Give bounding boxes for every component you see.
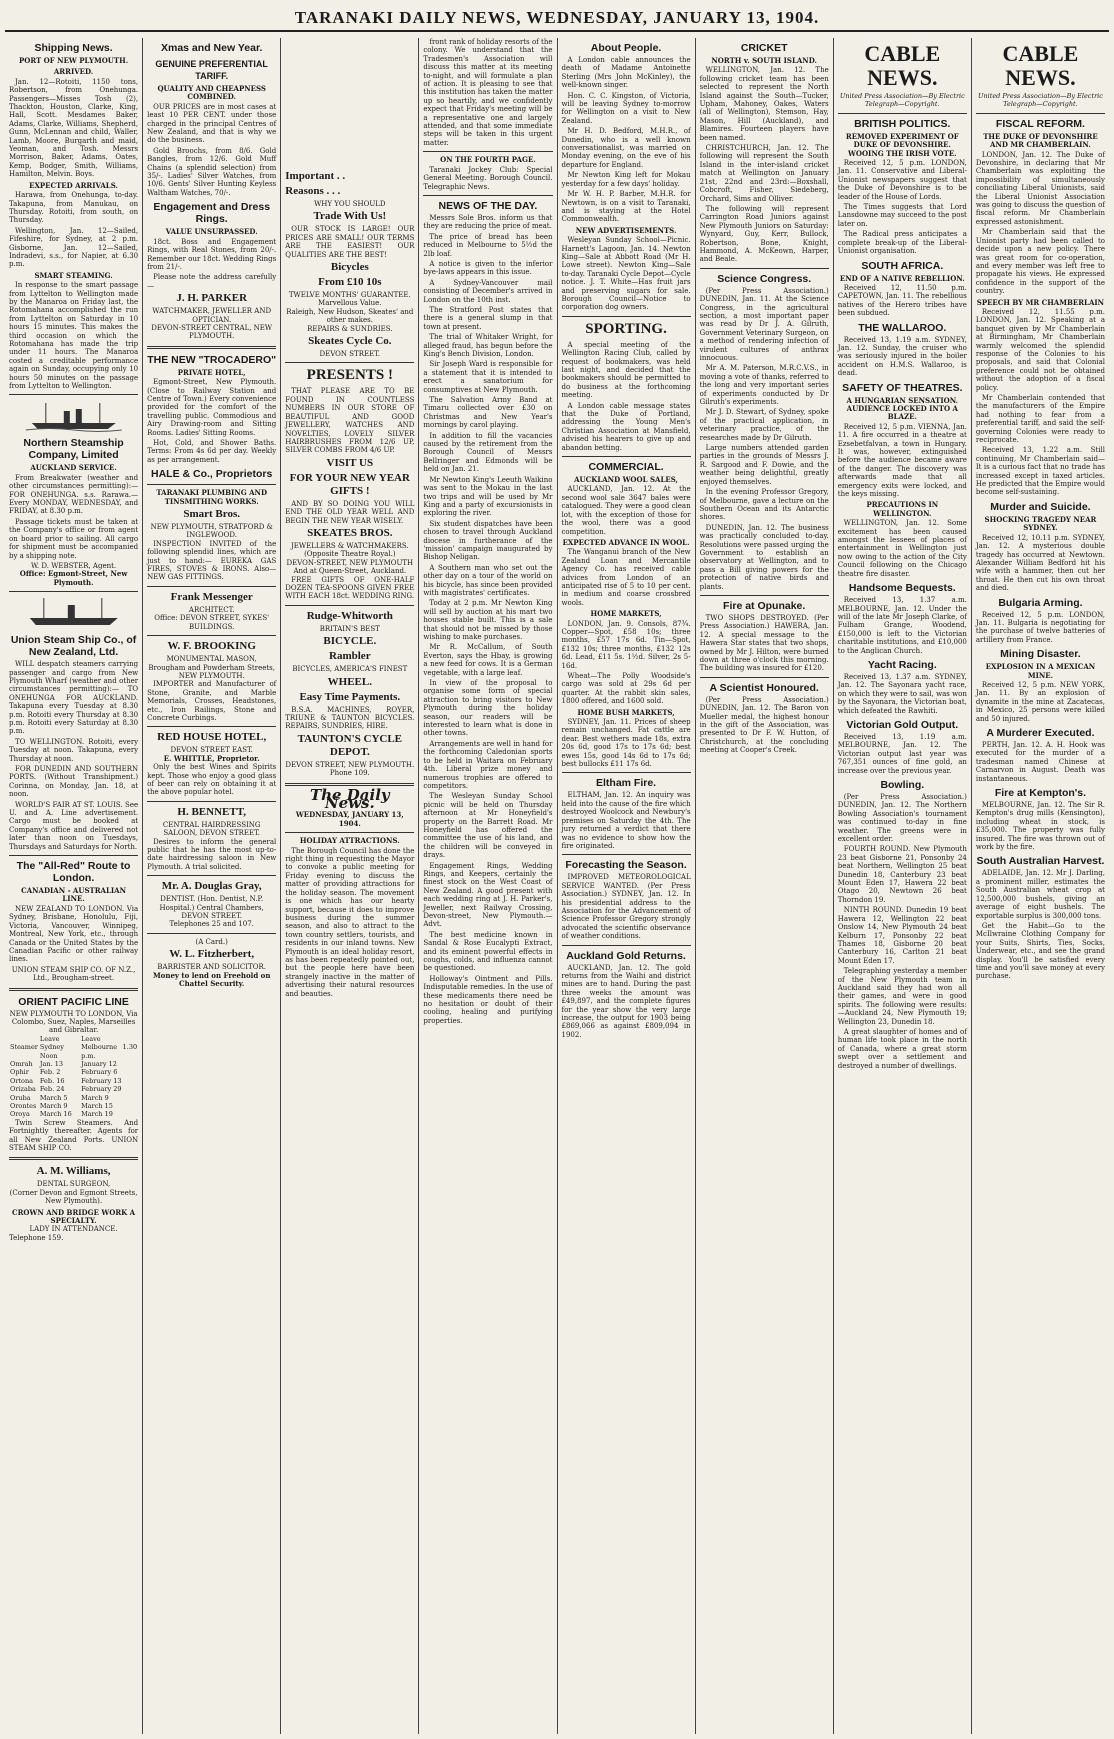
divider	[285, 362, 414, 363]
harvest-heading: South Australian Harvest.	[976, 855, 1105, 868]
editorial-text: front rank of holiday resorts of the colony. We understand that the Tradesmen's Association will discuss this matter at its meeting to-night, and will formulate a plan of action. It is pleasing to see that this institution has taken the matter up so heartily, and we confidently expect that Friday's meeting will be a representative one and largely attended, and that some immediate steps will be taken in this urgent matter.	[423, 38, 553, 147]
news-item: Wesleyan Sunday School—Picnic. Harnett's Lagoon, Jan. 14. Newton King—Sale at Abbott Road (Mr H. Lowe street). Newton King—Sale to-day. Taranaki Cycle Depot—Cycle notice. J. T. White—Has fruit jars and preserving sugars for sale. Borough Council—Notice to corporation dog owners.	[561, 236, 691, 312]
divider	[9, 1157, 138, 1160]
fourth-page-list: Taranaki Jockey Club: Special General Meeting. Borough Council. Telegraphic News.	[423, 165, 553, 191]
column-ads-left	[143, 38, 281, 1734]
editorial-text: The Borough Council has done the right thing in requesting the Mayor to convoke a public meeting for Friday evening to discuss the matter of providing attractions for the holiday season. The movement is one which has our hearty support, because it does to improve business during the summer season, and also to attract to the town country settlers, tourists, and residents in our inland towns. New Plymouth is an ideal holiday resort, as has been repeatedly pointed out, but the people here have been strangely inactive in the matter of advertising their natural resources and beauties.	[285, 846, 415, 998]
rambler-sub: BICYCLES, AMERICA'S FINEST	[292, 665, 408, 674]
williams-specialty: CROWN AND BRIDGE WORK A SPECIALTY.	[12, 1207, 136, 1226]
british-politics-heading: BRITISH POLITICS.	[854, 117, 951, 130]
news-item: Mr H. D. Bedford, M.H.R., of Dunedin, who is a well known conversationalist, was married on Monday evening, on the eve of his departure for England.	[561, 127, 691, 169]
fiscal-reform-heading: FISCAL REFORM.	[995, 117, 1085, 130]
taunton-address: DEVON STREET, NEW PLYMOUTH. Phone 109.	[285, 760, 415, 778]
news-item: LONDON, Jan. 9. Consols, 87¾. Copper—Spot, £58 10s; three months, £57 17s 6d. Tin—Spot, £132 10s; three months, £132 12s 6d. Lead, £11 5s. 1½d. Silver, 2s 5-16d.	[561, 619, 691, 670]
cable-news-subheading: United Press Association—By Electric Telegraph—Copyright.	[977, 92, 1103, 109]
divider	[147, 933, 276, 934]
gray-telephone: Telephones 25 and 107.	[169, 920, 254, 929]
williams-lady: LADY IN ATTENDANCE.	[29, 1225, 118, 1234]
news-item: Mr Newton King left for Mokau yesterday for a few days' holiday.	[561, 171, 691, 188]
divider	[976, 113, 1105, 114]
ad-text: OUR PRICES are in most cases at least 10 PER CENT. under those charged in the principal Centres of New Zealand, and that is why we do the business.	[147, 102, 277, 145]
ad-text: Gold Broochs, from 8/6. Gold Bangles, from 12/6. Gold Muff Chains (a splendid selection) from 35/-. Ladies' Silver Watches, from 10/6. Gents' Silver Hunting Keyless Waltham Watches, 70/-.	[147, 146, 277, 197]
science-congress-heading: Science Congress.	[717, 272, 812, 285]
brooking-heading: W. F. BROOKING	[167, 640, 256, 653]
news-item: The following will represent Carrington Road Juniors against New Plymouth Juniors on Saturday: Wynyard, Guy, Kerr, Bullock, Robertson, Bone, Knight, Hammond, A. McKeown, Harper, and Beale.	[699, 204, 829, 264]
south-africa-subheading: END OF A NATIVE REBELLION.	[839, 273, 965, 283]
agent-office: Office: Egmont-Street, New Plymouth.	[19, 569, 128, 587]
news-item: Received 13, 1.22 a.m. Still continuing, Mr Chamberlain said—It is a curious fact that no trade has increased except in taxed articles. He predicted that the Empire would become self-sustaining.	[975, 446, 1105, 497]
xmas-heading: Xmas and New Year.	[161, 42, 263, 54]
news-item: A notice is given to the inferior bye-laws appears in this issue.	[423, 259, 553, 277]
news-item: (Per Press Association.) DUNEDIN, Jan. 12. The Northern Bowling Association's tournament was continued to-day in fine weather. The greens were in excellent order.	[837, 793, 967, 844]
news-item: AUCKLAND, Jan. 12. The gold returns from the Waihi and district mines are to hand. During the past three weeks the amount was £49,897, and the complete figures for the year show the very large increase, the output for 1903 being £869,066 as against £809,094 in 1902.	[561, 963, 691, 1039]
fourth-page-heading: ON THE FOURTH PAGE.	[440, 155, 536, 165]
advance-heading: EXPECTED ADVANCE IN WOOL.	[562, 537, 690, 547]
divider	[147, 726, 276, 727]
rudge-heading: Rudge-Whitworth	[306, 609, 393, 622]
trocadero-subheading: PRIVATE HOTEL,	[177, 367, 246, 377]
new-adverts-heading: NEW ADVERTISEMENTS.	[575, 225, 677, 235]
smart-bros-heading: Smart Bros.	[183, 508, 240, 521]
divider	[562, 945, 691, 946]
murder-suicide-heading: Murder and Suicide.	[990, 500, 1091, 513]
divider	[147, 635, 276, 636]
skeates-bros-address: DEVON-STREET, NEW PLYMOUTH And at Queen-Street, Auckland.	[286, 558, 414, 576]
shipping-text: WILL despatch steamers carrying passenger and cargo from New Plymouth Wharf (weather and other circumstances permitting):— TO ONEHUNGA FOR AUCKLAND. Takapuna every Tuesday at 8.30 p.m. Rotoiti every Thursday at 8.30 p.m. Rotoiti every Saturday at 8.30 p.m.	[9, 660, 139, 736]
shipping-text: TO WELLINGTON. Rotoiti, every Tuesday at noon. Takapuna, every Thursday at noon.	[9, 737, 139, 763]
easy-payments-heading: Easy Time Payments.	[299, 690, 401, 703]
column-news-of-the-day	[419, 38, 557, 1734]
ad-text: AND BY SO DOING YOU WILL END THE OLD YEAR WELL AND BEGIN THE NEW YEAR WISELY.	[285, 499, 415, 525]
news-item: Holloway's Ointment and Pills. Indisputable remedies. In the use of these medicaments there need be no hesitation or doubt of their cooling, healing and purifying properties.	[423, 974, 553, 1025]
news-item: Sir Joseph Ward is responsible for a statement that it is intended to erect a sanatorium for consumptives at New Plymouth.	[423, 360, 553, 394]
news-item: The Salvation Army Band at Timaru collected over £30 on Christmas and New Year's mornings by carol playing.	[423, 396, 553, 430]
divider	[423, 151, 552, 152]
news-item: Received 12, 11.50 p.m. CAPETOWN, Jan. 11. The rebellious natives of the Herero tribes have been subdued.	[837, 283, 967, 318]
ad-text: Desires to inform the general public that he has the most up-to-date hairdressing saloon in New Plymouth. A trial solicited.	[147, 837, 277, 871]
news-item: In the evening Professor Gregory, of Melbourne, gave a lecture on the Southern Ocean and its Antarctic shores.	[699, 488, 829, 522]
news-of-day-heading: NEWS OF THE DAY.	[438, 199, 538, 212]
news-item: NINTH ROUND. Dunedin 19 beat Hawera 12, Wellington 22 beat Onslow 14, New Plymouth 24 beat Kelburn 17, Ponsonby 22 beat Thames 18, Gisborne 20 beat Canterbury 16, Carlton 21 beat Mount Eden 17.	[837, 906, 967, 965]
divider	[700, 677, 829, 678]
shipping-text: Wellington, Jan. 12—Sailed, Fifeshire, for Sydney, at 2 p.m. Gisborne, Jan. 12—Sailed, Indradevi, s.s., for Napier, at 6.30 p.m.	[9, 226, 139, 269]
divider	[285, 605, 414, 606]
divider	[147, 801, 276, 802]
shipping-text: WORLD'S FAIR AT ST. LOUIS. See U. and A. Line advertisement. Cargo must be booked at Company's office and delivered not later than noon on Tuesdays, Thursdays and Saturdays for North.	[9, 800, 139, 851]
news-item: Messrs Sole Bros. inform us that they are reducing the price of meat.	[423, 213, 553, 231]
table-header: Steamer	[10, 1043, 38, 1052]
opunake-fire-heading: Fire at Opunake.	[723, 599, 806, 612]
repairs-line: REPAIRS & SUNDRIES.	[307, 324, 393, 333]
bicycles-heading: Bicycles	[330, 261, 369, 274]
news-item: Received 12, 5 p.m. NEW YORK, Jan. 11. By an explosion of dynamite in the mine at Zacatecas, in Mexico, 25 persons were killed and 50 injured.	[975, 680, 1105, 723]
news-item: CHRISTCHURCH, Jan. 12. The following will represent the South Island in the inter-island cricket match at Wellington on January 21st, 22nd and 23rd:—Boxshall, Cobcroft, Fisher, Siedeberg, Orchard, Sims and Olliver.	[699, 144, 829, 203]
divider	[700, 268, 829, 269]
holiday-heading: HOLIDAY ATTRACTIONS.	[299, 836, 400, 846]
news-item: DUNEDIN, Jan. 12. The business was practically concluded to-day. Resolutions were passed urging the Government to establish an observatory at Wellington, and to pass a Bill giving powers for the protection of native birds and plants.	[699, 523, 829, 591]
news-item: WELLINGTON, Jan. 12. Some excitement has been caused amongst the lessees of places of entertainment in Wellington just now owing to the action of the City Council following on the Chicago theatre fire disaster.	[837, 519, 967, 578]
news-item: (Per Press Association.) DUNEDIN, Jan. 11. At the Science Congress, in the agricultural section, a most important paper was read by Dr J. A. Gilruth, Government Veterinary Surgeon, on a method of rendering infection of virulent cultures of anthrax innocuous.	[699, 286, 829, 362]
engagement-heading: Engagement and Dress Rings.	[153, 201, 271, 226]
news-item: PERTH, Jan. 12. A. H. Hook was executed for the murder of a tradesman named Chinese at Carnarvon in August. Death was instantaneous.	[975, 741, 1105, 783]
gold-returns-heading: Auckland Gold Returns.	[566, 949, 686, 962]
visit-us: VISIT US	[326, 456, 374, 469]
ad-text: Hot, Cold, and Shower Baths. Terms: From 4s 6d per day. Weekly as per arrangement.	[147, 439, 277, 464]
ad-text: FREE GIFTS OF ONE-HALF DOZEN TEA-SPOONS GIVEN FREE WITH EACH 18ct. WEDDING RING.	[285, 575, 415, 601]
paper-title: The Daily News.	[309, 785, 390, 813]
news-item: A Southern man who set out the other day on a tour of the world on his bicycle, has since been provided with magistrates' certificates.	[423, 563, 553, 597]
divider	[562, 854, 691, 855]
trocadero-heading: THE NEW "TROCADERO"	[147, 353, 277, 366]
red-house-heading: RED HOUSE HOTEL,	[157, 731, 267, 744]
news-item: The Wanganui branch of the New Zealand Loan and Mercantile Agency Co. has received cable advices from London of an anticipated rise of 5 to 10 per cent. in medium and coarse crossbred wools.	[561, 548, 691, 607]
news-item: Six student dispatches have been chosen to travel through Auckland diocese in furtherance of the 'mission' campaign inaugurated by Bishop Neligan.	[423, 519, 553, 562]
column-ads-right	[281, 38, 419, 1734]
fiscal-reform-subheading: THE DUKE OF DEVONSHIRE AND MR CHAMBERLAIN.	[983, 131, 1098, 150]
divider	[9, 855, 138, 856]
news-item: Today at 2 p.m. Mr Newton King will sell by auction at his mart two houses stable built. This is a sale that should not be missed by those wishing to make purchases.	[423, 599, 553, 641]
williams-address: (Corner Devon and Egmont Streets, New Plymouth).	[9, 1188, 138, 1206]
wallaroo-heading: THE WALLAROO.	[858, 321, 947, 334]
shipping-text: Jan. 12—Rotoiti, 1150 tons, Robertson, from Onehunga. Passengers—Misses Tosh (2), Thackton, Houston, Clarke, King, Hall, Scott. Mesdames Baker, Adams, Clarke, Williams, Shepherd, Gunn, McLennan and child, Waller, Lamb, Moore, Burgarth and maid, Yeoman, and Tosh. Messrs Morrison, Baker, Adams, Oates, Kemp, Bodger, Smith, Williams, Hamilton, Melvin. Boys.	[9, 77, 139, 179]
skeates-cycle-heading: Skeates Cycle Co.	[308, 335, 392, 348]
skeates-cycle-address: DEVON STREET.	[319, 350, 381, 359]
important-line: Important . .	[285, 170, 346, 182]
news-item: MELBOURNE, Jan. 12. The Sir R. Kempton's drug mills (Kensington), including wheat in stock, is £35,000. The property was fully insured. The fire was thrown out of work by the fire.	[975, 801, 1105, 852]
union-steamship-heading: Union Steam Ship Co., of New Zealand, Ltd.	[10, 634, 137, 659]
cable-news-subheading: United Press Association—By Electric Telegraph—Copyright.	[839, 92, 965, 109]
mining-disaster-heading: Mining Disaster.	[1000, 648, 1081, 661]
news-item: Hon. C. C. Kingston, of Victoria, will be leaving Sydney to-morrow for Wellington on a visit to New Zealand.	[561, 91, 691, 125]
news-item: LONDON, Jan. 12. The Duke of Devonshire, in declaring that Mr Chamberlain was exploiting the impossibility of simultaneously conciliating Liberal Unionists, said the Liberal Unionist Association was going to discuss the question of fiscal reform. Mr Chamberlain expressed astonishment.	[975, 150, 1105, 226]
card-label: (A Card.)	[195, 937, 228, 946]
news-item: Wheat—The Polly Woodside's cargo was sold at 29s 6d per quarter. At the rabbit skin sales, 1800 offered, and 1600 sold.	[561, 672, 691, 706]
trade-with-us: Trade With Us!	[313, 210, 387, 223]
shipping-text: Passage tickets must be taken at the Company's office or from agent on board prior to sailing. All cargo for shipment must be accompanied by a shipping note.	[9, 517, 139, 560]
union-agent: UNION STEAM SHIP CO. OF N.Z., Ltd., Brougham-street.	[11, 965, 136, 983]
cable-news-heading: CABLE NEWS.	[1002, 41, 1079, 90]
parker-trade: WATCHMAKER, JEWELLER AND OPTICIAN.	[152, 307, 272, 324]
news-item: Received 13, 1.37 a.m. SYDNEY, Jan. 12. The Sayonara yacht race, on which they were to sail, was won by the Sayonara, the Victorian boat, which defeated the Rawhiti.	[837, 672, 967, 715]
ad-text: Egmont-Street, New Plymouth. (Close to Railway Station and Centre of Town.) Every convenience provided for the comfort of the travelling public. Commodious and Airy Drawing-room and Sitting Rooms. Ladies' Sitting Rooms.	[147, 378, 277, 437]
news-item: Mr Chamberlain contended that the manufacturers of the Empire had nothing to fear from a preferential tariff, and said the self-governing Colonies were ready to reciprocate.	[975, 394, 1105, 445]
divider	[838, 113, 967, 114]
cricket-heading: CRICKET	[740, 42, 788, 54]
arrived-subheading: ARRIVED.	[53, 67, 94, 77]
news-item: ELTHAM, Jan. 12. An inquiry was held into the cause of the fire which destroyed Woolcock and Newbury's premises on Saturday the 4th. The jury returned a verdict that there was no evidence to show how the fire originated.	[561, 791, 691, 850]
bush-markets-heading: HOME BUSH MARKETS,	[577, 707, 675, 717]
news-item: A London cable message states that the Duke of Portland, addressing the Young Men's Christian Association at Mansfield, advised his hearers to give up and abandon betting.	[561, 401, 691, 452]
news-item: Received 13, 1.37 a.m. MELBOURNE, Jan. 12. Under the will of the late Mr Joseph Clarke, of Fulham Grange, Woodend, £150,000 is left to the Victorian charitable institutions, and £10,000 to the Anglican Church.	[837, 596, 967, 655]
news-item: Telegraphing yesterday a member of the New Plymouth team in Auckland said they had won all their games, and were in good spirits. The following were results:—Auckland 24, New Plymouth 19; Wellington 23, Dunedin 18.	[837, 967, 967, 1026]
bowling-heading: Bowling.	[880, 779, 925, 791]
divider	[147, 586, 276, 587]
column-cable-news-2	[972, 38, 1109, 1734]
news-item: Received 13, 1.19 a.m. MELBOURNE, Jan. 12. The Victorian output last year was 767,351 ounces of fine gold, an increase over the previous year.	[837, 732, 967, 775]
news-item: Mr J. D. Stewart, of Sydney, spoke of the practical application, in veterinary practice, of the researches made by Dr Gilruth.	[699, 408, 829, 442]
auckland-service: AUCKLAND SERVICE.	[30, 463, 117, 473]
scientist-heading: A Scientist Honoured.	[709, 681, 819, 694]
hale-heading: HALE & Co., Proprietors	[151, 468, 273, 481]
column-people-sporting	[558, 38, 696, 1734]
news-item: Received 12, 5 p.m. VIENNA, Jan. 11. A fire occurred in a theatre at Ezsebetfalvan, a town in Hungary. It was, however, extinguished before the audience became aware of the danger. The discovery was afterwards made that all emergency exits were locked, and the keys missing.	[837, 422, 967, 499]
new-year-gifts: FOR YOUR NEW YEAR GIFTS !	[289, 471, 410, 497]
skeates-bros-location: (Opposite Theatre Royal.)	[304, 550, 396, 559]
brooking-title: MONUMENTAL MASON, Brougham and Powderham Streets, NEW PLYMOUTH.	[148, 655, 276, 680]
forecasting-heading: Forecasting the Season.	[565, 859, 687, 872]
shipping-text: Harawa, from Onehunga, to-day. Takapuna, from Manukau, on Thursday. Rotoiti, from south, on Thursday.	[9, 191, 139, 225]
news-item: Engagement Rings, Wedding Rings, and Keepers, certainly the finest stock on the West Coast of New Zealand. A good present with each wedding ring at J. H. Parker's, Jeweller, next Railway Crossing, Devon-street, New Plymouth.—Advt.	[423, 861, 553, 929]
all-red-route-heading: The "All-Red" Route to London.	[16, 860, 131, 885]
port-subheading: PORT OF NEW PLYMOUTH.	[18, 56, 129, 65]
fitzherbert-heading: W. L. Fitzherbert,	[169, 948, 255, 961]
table-row: Oroya March 16 March 19	[10, 1110, 113, 1119]
bicycle-heading: BICYCLE.	[323, 635, 377, 648]
eltham-fire-heading: Eltham Fire.	[596, 777, 657, 790]
messenger-title: ARCHITECT.	[188, 605, 235, 614]
bicycle-price: From £10 10s	[318, 276, 382, 289]
news-item: WELLINGTON, Jan. 12. The following cricket team has been selected to represent the North Island against the South—Tucker, Upham, Mahoney, Oakes, Waters (all of Wellington), Stemson, Hay, Mason, Hill (Auckland), and Blamires. Fourteen players have been named.	[699, 66, 829, 142]
news-item: Mr Chamberlain said that the Unionist party had been called to decide upon a new policy. There was great room for co-operation, and every member was left free to propagate his views. He expressed confidence in the support of the country.	[975, 228, 1105, 296]
table-row: Orizaba Feb. 24 February 29	[10, 1085, 122, 1094]
fitzherbert-note: Money to lend on Freehold on Chattel Security.	[152, 970, 271, 989]
red-house-address: DEVON STREET EAST.	[170, 746, 253, 755]
precautions-heading: PRECAUTIONS IN WELLINGTON.	[866, 500, 939, 518]
news-item: A London cable announces the death of Madame Antoinette Sterling (Mrs John McKinley), the well-known singer.	[561, 56, 691, 90]
news-item: A special meeting of the Wellington Racing Club, called by request of bookmakers, was held last night, and decided that the bookmakers should be permitted to do business at the forthcoming meeting.	[561, 340, 691, 400]
taunton-heading: TAUNTON'S CYCLE DEPOT.	[297, 732, 403, 758]
parker-address: DEVON-STREET CENTRAL, NEW PLYMOUTH.	[151, 323, 273, 341]
column-shipping	[5, 38, 143, 1734]
williams-heading: A. M. Williams,	[36, 1165, 111, 1178]
about-people-heading: About People.	[590, 42, 662, 54]
south-africa-heading: SOUTH AFRICA.	[861, 259, 944, 272]
theatres-subheading: A HUNGARIAN SENSATION. AUDIENCE LOCKED INTO A BLAZE.	[846, 395, 959, 422]
gray-heading: Mr. A. Douglas Gray,	[161, 880, 262, 893]
news-item: Mr W. H. P. Barber, M.H.R. for Newtown, is on a visit to Taranaki, and is staying at the Hotel Commonwealth.	[561, 190, 691, 224]
smart-bros-locations: NEW PLYMOUTH, STRATFORD & INGLEWOOD.	[150, 523, 273, 540]
commercial-heading: COMMERCIAL.	[588, 461, 664, 474]
divider	[562, 456, 691, 457]
news-item: TWO SHOPS DESTROYED. (Per Press Association.) HAWERA, Jan. 12. A special message to the Hawera Star states that two shops, owned by Mr J. Hilton, were burned down at three o'clock this morning. The building was insured for £120.	[699, 613, 829, 673]
ad-text: OUR STOCK IS LARGE! OUR PRICES ARE SMALL! OUR TERMS ARE THE EASIEST! OUR QUALITIES ARE THE BEST!	[285, 225, 415, 259]
steamship-illustration	[17, 596, 131, 630]
bennett-heading: H. BENNETT,	[177, 805, 246, 818]
shipping-text: FOR DUNEDIN AND SOUTHERN PORTS. (Without Transhipment.) Corinna, on Monday, Jan. 18, at noon.	[9, 765, 139, 799]
wool-sales-heading: AUCKLAND WOOL SALES,	[574, 475, 678, 485]
divider	[9, 394, 138, 395]
smart-steaming-heading: SMART STEAMING.	[34, 270, 113, 280]
cricket-subheading: NORTH v. SOUTH ISLAND.	[711, 56, 817, 65]
table-row: Ophir Feb. 2 February 6	[10, 1068, 118, 1077]
news-item: The trial of Whitaker Wright, for alleged fraud, has begun before the King's Bench Division, London.	[423, 333, 553, 358]
mining-disaster-subheading: EXPLOSION IN A MEXICAN MINE.	[985, 662, 1096, 680]
tariff-subheading: QUALITY AND CHEAPNESS COMBINED.	[157, 84, 266, 102]
news-item: Mr A. M. Paterson, M.R.C.V.S., in moving a vote of thanks, referred to the long and very important series of experiments conducted by Dr Gilruth's experiments.	[699, 364, 829, 407]
orient-line-heading: ORIENT PACIFIC LINE	[18, 995, 129, 1008]
steamship-illustration	[17, 399, 131, 433]
news-item: ADELAIDE, Jan. 12. Mr J. Darling, a prominent miller, estimates the South Australian wheat crop at 12,500,000 bushels, giving an average of eight bushels. The exportable surplus is 300,000 tons.	[975, 869, 1105, 920]
skeates-bros-heading: SKEATES BROS.	[307, 526, 393, 539]
news-item: AUCKLAND, Jan. 12. At the second wool sale 3647 bales were catalogued. They were a good clean lot, with the exception of those for the wool, there was a good competition.	[561, 485, 691, 536]
kempton-fire-heading: Fire at Kempton's.	[994, 787, 1087, 800]
rudge-sub: BRITAIN'S BEST	[319, 624, 380, 633]
table-header: Leave Sydney Noon	[39, 1034, 64, 1060]
news-item: Get the Habit—Go to the McIlwraine Clothing Company for your Suits, Shirts, Ties, Socks, Underwear, etc., and see the grand display. You'll be satisfied every time and you'll save money at every purchase.	[975, 921, 1105, 981]
home-markets-heading: HOME MARKETS,	[590, 609, 662, 619]
tariff-heading: GENUINE PREFERENTIAL TARIFF.	[155, 59, 268, 81]
news-item: Received 12, 5 p.m. LONDON, Jan. 11. Bulgaria is negotiating for the purchase of twelve batteries of artillery from France.	[975, 610, 1105, 644]
news-item: A Sydney-Vancouver mail consisting of December's arrived in London on the 10th inst.	[423, 278, 553, 304]
column-cable-news-1	[834, 38, 972, 1734]
divider	[147, 346, 276, 349]
ad-text: 18ct. Boss and Engagement Rings, with Real Stones, from 20/-. Remember our 18ct. Wedding Rings from 21/-.	[147, 237, 277, 271]
bulgaria-heading: Bulgaria Arming.	[998, 596, 1083, 609]
guarantee-line: TWELVE MONTHS' GUARANTEE. Marvellous Value.	[288, 291, 411, 308]
table-row: Omrah Jan. 13 January 12	[10, 1059, 117, 1068]
news-item: Received 12, 11.55 p.m. LONDON, Jan. 12. Speaking at a banquet given by Mr Chamberlain at Birmingham, Mr Chamberlain warmly welcomed the splendid response of the Colonies to his proposals, and said that Colonial preference could not be obtained without the adoption of a fiscal policy.	[975, 307, 1105, 392]
bequests-heading: Handsome Bequests.	[848, 582, 956, 595]
columns	[5, 38, 1109, 1734]
news-item: The Wesleyan Sunday School picnic will be held on Thursday afternoon at Mr Honeyfield's property on the Barrett Road. Mr Honeyfield has offered the committee the use of his land, and the children will be conveyed in drays.	[423, 792, 553, 860]
fitzherbert-title: BARRISTER AND SOLICITOR.	[157, 963, 266, 972]
plumbing-heading: TARANAKI PLUMBING AND TINSMITHING WORKS.	[156, 488, 268, 506]
shipping-heading: Shipping News.	[34, 42, 113, 54]
murderer-executed-heading: A Murderer Executed.	[986, 727, 1095, 739]
news-item: SYDNEY, Jan. 11. Prices of sheep remain unchanged. Fat cattle are dear. Best wethers made 18s, extra 20s 6d, good 17s to 17s 6d; best ewes 15s, good 14s 6d to 17s 6d; best bullocks £11 17s 6d.	[561, 718, 691, 769]
cable-news-heading: CABLE NEWS.	[864, 41, 941, 90]
williams-telephone: Telephone 159.	[9, 1233, 64, 1242]
shipping-text: NEW ZEALAND TO LONDON. Via Sydney, Brisbane, Honolulu, Fiji, Victoria, Vancouver, Winnipeg, Montreal, New York, etc., through Canada or the United States by the Canadian Pacific or other railway lines.	[9, 904, 139, 964]
skeates-bros-trade: JEWELLERS & WATCHMAKERS.	[290, 541, 409, 550]
divider	[562, 316, 691, 317]
engagement-subheading: VALUE UNSURPASSED.	[165, 227, 258, 237]
divider	[9, 988, 138, 991]
ad-text: IMPORTER and Manufacturer of Stone, Granite, and Marble Memorials, Crosses, Headstones, etc., Iron Railings, Stone and Concrete Curbings.	[147, 680, 277, 722]
reasons-line: Reasons . . .	[285, 185, 341, 197]
news-item: Received 13, 1.19 a.m. SYDNEY, Jan. 12. Sunday, the cruiser who was seriously injured in the boiler accident on H.M.S. Wallaroo, is dead.	[837, 335, 967, 378]
british-politics-subheading: REMOVED EXPERIMENT OF DUKE OF DEVONSHIRE. WOOING THE IRISH VOTE.	[845, 131, 959, 158]
news-item: Arrangements are well in hand for the forthcoming Caledonian sports to be held in Waitara on February 4th. Liberal prize money and numerous trophies are offered to competitors.	[423, 739, 553, 790]
divider	[700, 595, 829, 596]
news-item: In addition to fill the vacancies caused by the retirement from the Borough Council of Messrs Bellringer and Edmonds will be held on Jan. 21.	[423, 431, 553, 474]
table-row: Ortona Feb. 16 February 13	[10, 1076, 122, 1085]
news-item: The price of bread has been reduced in Melbourne to 5½d the 2lb loaf.	[423, 232, 553, 258]
ad-text: INSPECTION INVITED of the following splendid lines, which are just to hand:— EUREKA GAS FIRES, STOVES & IRONS. Also—NEW GAS FITTINGS.	[147, 539, 277, 582]
canadian-line: CANADIAN - AUSTRALIAN LINE.	[21, 886, 126, 904]
divider	[562, 772, 691, 773]
news-item: The Radical press anticipates a complete break-up of the Liberal-Unionist organisation.	[837, 230, 967, 256]
news-item: (Per Press Association.) DUNEDIN, Jan. 12. The Baron von Mueller medal, the highest honour in the gift of the Association, was presented to Dr F. W. Hutton, of Christchurch, at the concluding meeting at Cooper's Creek.	[699, 695, 829, 755]
ad-text: Please note the address carefully—	[147, 273, 277, 290]
table-row: Orontes March 9 March 15	[10, 1102, 113, 1110]
shipping-text: From Breakwater (weather and other circumstances permitting):— FOR ONEHUNGA. s.s. Rarawa.— Every MONDAY, WEDNESDAY, and FRIDAY, at 8.30 p.m.	[9, 473, 139, 516]
bennett-title: CENTRAL HAIRDRESSING SALOON, DEVON STREET.	[162, 820, 261, 838]
divider	[9, 591, 138, 592]
table-header: Leave Melbourne 1.30 p.m.	[81, 1034, 138, 1060]
yacht-racing-heading: Yacht Racing.	[867, 658, 937, 671]
gray-title: DENTIST. (Hon. Dentist, N.P. Hospital.) Central Chambers, DEVON STREET.	[159, 895, 264, 921]
makes-line: Raleigh, New Hudson, Skeates' and other makes.	[286, 307, 414, 325]
news-item: The best medicine known in Sandal & Rose Eucalypti Extract, and its eminent powerful effects in coughs, colds, and influenza cannot be questioned.	[423, 930, 553, 973]
red-house-proprietor: E. WHITTLE, Proprietor.	[163, 753, 260, 763]
news-item: In view of the proposal to organise some form of special attraction to bring visitors to New Plymouth during the holiday season, our readers will be interested to learn what is done in other towns.	[423, 679, 553, 738]
shipping-text: Twin Screw Steamers. And Fortnightly thereafter. Agents for all New Zealand Ports. UNION STEAM SHIP CO.	[9, 1118, 139, 1153]
divider	[147, 875, 276, 876]
column-cricket-science	[696, 38, 834, 1734]
news-item: Large numbers attended garden parties in the grounds of Messrs J. R. Sargood and F. Dowie, and the weather being delightful, greatly enjoyed themselves.	[699, 444, 829, 486]
northern-steamship-heading: Northern Steamship Company, Limited	[23, 437, 124, 462]
news-item: Received 12, 5 p.m. LONDON, Jan. 11. Conservative and Liberal-Unionist newspapers suggest that the Duke of Devonshire is to be leader of the House of Lords.	[837, 159, 967, 201]
paper-date: WEDNESDAY, JANUARY 13, 1904.	[295, 810, 404, 828]
sporting-heading: SPORTING.	[585, 320, 667, 337]
agent-name: W. D. WEBSTER, Agent.	[30, 561, 117, 570]
news-item: The Times suggests that Lord Lansdowne may succeed to the post later on.	[837, 203, 967, 228]
parker-heading: J. H. PARKER	[176, 292, 248, 305]
masthead: TARANAKI DAILY NEWS, WEDNESDAY, JANUARY 13, 1904.	[294, 8, 820, 27]
divider	[147, 484, 276, 485]
news-item: Received 12, 10.11 p.m. SYDNEY, Jan. 12. A mysterious double tragedy has occurred at Newtown. Alexander William Bedford hit his wife with a hammer, then cut her throat. He then cut his own throat and died.	[975, 533, 1105, 593]
news-item: IMPROVED METEOROLOGICAL SERVICE WANTED. (Per Press Association.) SYDNEY, Jan. 12. In his presidential address to the Association for the Advancement of Science Professor Gregory strongly advocated the scientific observance of weather conditions.	[561, 873, 691, 941]
theatres-heading: SAFETY OF THEATRES.	[842, 381, 963, 394]
news-item: FOURTH ROUND. New Plymouth 23 beat Gisborne 21, Ponsonby 24 beat Northern, Wellington 25 beat Dunedin 18, Canterbury 23 beat Mount Eden 17, Hawera 22 beat Otago 20, Newtown 26 beat Thorndon 19.	[837, 845, 967, 904]
ad-text: B.S.A. MACHINES, ROYER, TRIUNE & TAUNTON BICYCLES. REPAIRS, SUNDRIES, HIRE.	[285, 705, 415, 731]
gold-output-heading: Victorian Gold Output.	[846, 718, 959, 731]
messenger-heading: Frank Messenger	[170, 590, 253, 603]
rambler-heading: Rambler	[329, 650, 371, 663]
shipping-text: In response to the smart passage from Lyttelton to Wellington made by the Manaroa on Friday last, the Rotomahana accomplished the run from Lyttelton on Saturday in 10 hours 15 minutes. This makes the third occasion on which the Rotomahana has made the trip under 11 hours. The Manaroa costed a creditable performance again on Sunday, occupying only 10 hours 50 minutes on the passage from Lyttelton to Wellington.	[9, 281, 139, 391]
news-item: A great slaughter of homes and of human life took place in the north of Canada, where a great storm swept over a settlement and destroyed a number of dwellings.	[837, 1027, 967, 1070]
wheel-heading: WHEEL.	[327, 675, 372, 688]
why-line: WHY YOU SHOULD	[314, 200, 386, 208]
masthead-rule	[5, 30, 1109, 32]
table-row: Oruba March 5 March 9	[10, 1093, 109, 1102]
news-item: The Stratford Post states that there is a general slump in that town at present.	[423, 305, 553, 331]
williams-title: DENTAL SURGEON,	[36, 1180, 111, 1189]
ad-text: THAT PLEASE ARE TO BE FOUND IN COUNTLESS NUMBERS IN OUR STORE OF BEAUTIFUL AND GOOD JEWELLERY, WATCHES AND NOVELTIES, LOVELY SILVER HAIRBRUSHES FROM 12/6 UP, SILVER COMBS FROM 4/6 UP.	[285, 387, 415, 455]
speech-heading: SPEECH BY MR CHAMBERLAIN	[976, 297, 1105, 307]
presents-heading: PRESENTS !	[306, 367, 393, 384]
orient-subheading: NEW PLYMOUTH TO LONDON, Via Colombo, Suez, Naples, Marseilles and Gibraltar.	[9, 1009, 138, 1035]
ad-text: Only the best Wines and Spirits kept. Those who enjoy a good glass of beer can rely on obtaining it at the above popular hotel.	[147, 763, 277, 797]
news-item: Mr R. McCallum, of South Everton, says the Hbay, is growing a new feed for cows. It is a German vegetable, with a large leaf.	[423, 643, 553, 677]
sailing-table	[9, 1035, 138, 1119]
messenger-office: Office: DEVON STREET, SYKES' BUILDINGS.	[154, 614, 270, 631]
expected-subheading: EXPECTED ARRIVALS.	[29, 180, 118, 190]
divider	[423, 195, 552, 196]
news-item: Mr Newton King's Leeuth Waikino was sent to the Mokau in the last two trips and will be used by Mr King and a party of excursionists in exploring the river.	[423, 475, 553, 518]
murder-suicide-subheading: SHOCKING TRAGEDY NEAR SYDNEY.	[984, 514, 1097, 533]
divider	[285, 832, 414, 833]
